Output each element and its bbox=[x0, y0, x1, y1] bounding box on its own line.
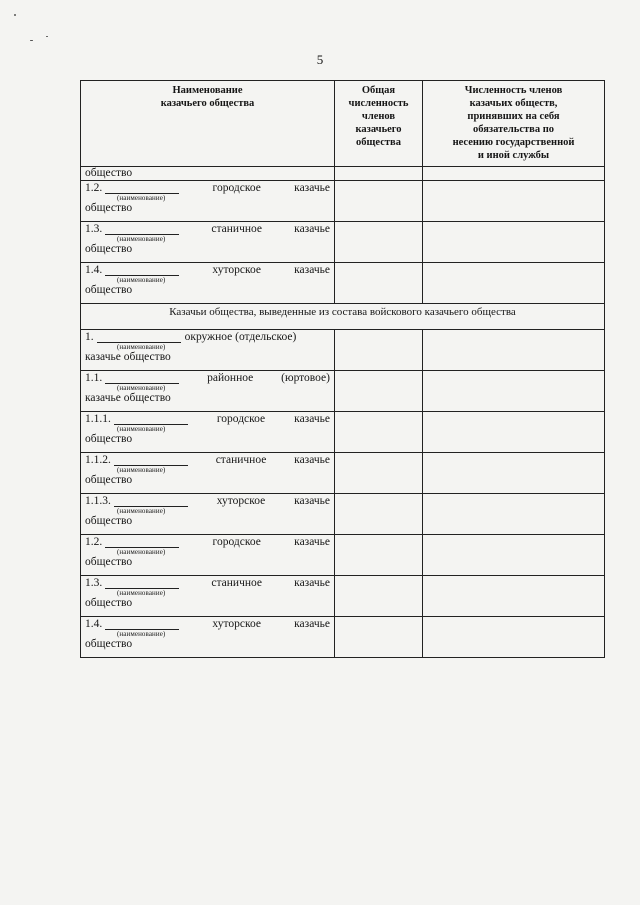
name-hint: (наименование) bbox=[117, 384, 166, 392]
society-name-line bbox=[85, 223, 330, 236]
society-kind: станичное bbox=[211, 576, 263, 589]
number-with-blank bbox=[85, 264, 179, 277]
society-name-cell bbox=[81, 329, 335, 370]
society-row bbox=[81, 221, 605, 262]
header-total-line: общества bbox=[356, 137, 401, 148]
section-header-row bbox=[81, 303, 605, 329]
society-name-cell bbox=[81, 262, 335, 303]
total-members-cell[interactable] bbox=[335, 452, 423, 493]
header-total-line: Общая bbox=[361, 85, 396, 96]
total-members-cell[interactable] bbox=[335, 221, 423, 262]
name-blank-field[interactable] bbox=[114, 455, 188, 466]
name-hint: (наименование) bbox=[117, 507, 166, 515]
society-row bbox=[81, 411, 605, 452]
society-kind: хуторское bbox=[212, 263, 261, 276]
society-name-line bbox=[85, 413, 330, 426]
header-society-name bbox=[81, 81, 335, 167]
society-kind: станичное bbox=[215, 453, 267, 466]
header-total-members bbox=[335, 81, 423, 167]
society-word2: казачье bbox=[294, 576, 330, 589]
scan-speck bbox=[14, 14, 16, 16]
society-row bbox=[81, 262, 605, 303]
society-kind: станичное bbox=[211, 222, 263, 235]
service-members-cell[interactable] bbox=[423, 180, 605, 221]
header-duty-line: несению государственной bbox=[452, 137, 575, 148]
item-number: 1.1.2. bbox=[85, 453, 111, 466]
name-blank-field[interactable] bbox=[105, 265, 179, 276]
service-members-cell[interactable] bbox=[423, 329, 605, 370]
society-name-cell bbox=[81, 575, 335, 616]
number-with-blank bbox=[85, 577, 179, 590]
society-name-cell bbox=[81, 534, 335, 575]
society-tail: общество bbox=[85, 433, 133, 445]
header-name-line: казачьего общества bbox=[160, 98, 255, 109]
header-duty-line: обязательства по bbox=[472, 124, 555, 135]
name-blank-field[interactable] bbox=[114, 496, 188, 507]
society-word2: казачье bbox=[294, 617, 330, 630]
item-number: 1.1.3. bbox=[85, 494, 111, 507]
name-blank-field[interactable] bbox=[97, 332, 181, 343]
society-kind: окружное (отдельское) bbox=[184, 330, 297, 343]
name-hint: (наименование) bbox=[117, 194, 166, 202]
cossack-societies-table bbox=[80, 80, 605, 658]
name-hint: (наименование) bbox=[117, 343, 166, 351]
society-row bbox=[81, 370, 605, 411]
number-with-blank bbox=[85, 495, 188, 508]
society-tail: общество bbox=[85, 556, 133, 568]
society-kind: городское bbox=[212, 535, 261, 548]
total-members-cell[interactable] bbox=[335, 180, 423, 221]
total-members-cell[interactable] bbox=[335, 370, 423, 411]
item-number: 1.4. bbox=[85, 263, 103, 276]
number-with-blank bbox=[85, 372, 179, 385]
table-header-row bbox=[81, 81, 605, 167]
name-blank-field[interactable] bbox=[105, 537, 179, 548]
continued-row-name: общество bbox=[81, 167, 335, 181]
number-with-blank bbox=[85, 618, 179, 631]
name-blank-field[interactable] bbox=[105, 578, 179, 589]
service-members-cell[interactable] bbox=[423, 167, 605, 181]
society-row bbox=[81, 180, 605, 221]
service-members-cell[interactable] bbox=[423, 262, 605, 303]
service-members-cell[interactable] bbox=[423, 534, 605, 575]
society-name-cell bbox=[81, 370, 335, 411]
name-hint: (наименование) bbox=[117, 466, 166, 474]
name-blank-field[interactable] bbox=[105, 224, 179, 235]
society-name-line bbox=[85, 495, 330, 508]
name-blank-field[interactable] bbox=[105, 183, 179, 194]
total-members-cell[interactable] bbox=[335, 262, 423, 303]
scan-speck bbox=[46, 36, 48, 37]
society-row bbox=[81, 452, 605, 493]
society-kind: хуторское bbox=[216, 494, 266, 507]
society-kind: районное bbox=[207, 371, 254, 384]
society-kind: городское bbox=[216, 412, 266, 425]
item-number: 1.2. bbox=[85, 535, 103, 548]
number-with-blank bbox=[85, 454, 188, 467]
total-members-cell[interactable] bbox=[335, 493, 423, 534]
item-number: 1.1.1. bbox=[85, 412, 111, 425]
name-hint: (наименование) bbox=[117, 235, 166, 243]
service-members-cell[interactable] bbox=[423, 221, 605, 262]
society-word2: (юртовое) bbox=[281, 371, 330, 384]
name-hint: (наименование) bbox=[117, 548, 166, 556]
service-members-cell[interactable] bbox=[423, 452, 605, 493]
society-name-cell bbox=[81, 411, 335, 452]
header-duty-line: Численность членов bbox=[464, 85, 563, 96]
header-total-line: членов bbox=[361, 111, 396, 122]
society-tail: казачье общество bbox=[85, 392, 171, 404]
name-hint: (наименование) bbox=[117, 630, 166, 638]
society-name-cell bbox=[81, 221, 335, 262]
society-tail: общество bbox=[85, 515, 133, 527]
society-row bbox=[81, 493, 605, 534]
header-service-members bbox=[423, 81, 605, 167]
item-number: 1.3. bbox=[85, 222, 103, 235]
society-tail: общество bbox=[85, 474, 133, 486]
society-row bbox=[81, 329, 605, 370]
society-row bbox=[81, 534, 605, 575]
total-members-cell[interactable] bbox=[335, 329, 423, 370]
service-members-cell[interactable] bbox=[423, 575, 605, 616]
item-number: 1.2. bbox=[85, 181, 103, 194]
society-name-line bbox=[85, 372, 330, 385]
service-members-cell[interactable] bbox=[423, 370, 605, 411]
society-tail: общество bbox=[85, 284, 133, 296]
continued-row bbox=[81, 167, 605, 181]
total-members-cell[interactable] bbox=[335, 167, 423, 181]
name-hint: (наименование) bbox=[117, 589, 166, 597]
society-name-line bbox=[85, 577, 330, 590]
header-duty-line: и иной службы bbox=[477, 150, 550, 161]
society-name-cell bbox=[81, 452, 335, 493]
number-with-blank bbox=[85, 223, 179, 236]
society-tail: общество bbox=[85, 597, 133, 609]
total-members-cell[interactable] bbox=[335, 616, 423, 657]
total-members-cell[interactable] bbox=[335, 534, 423, 575]
society-tail: общество bbox=[85, 202, 133, 214]
service-members-cell[interactable] bbox=[423, 616, 605, 657]
society-name-line bbox=[85, 182, 330, 195]
society-name-cell bbox=[81, 616, 335, 657]
name-hint: (наименование) bbox=[117, 425, 166, 433]
header-duty-line: казачьих обществ, bbox=[469, 98, 558, 109]
society-name-cell bbox=[81, 493, 335, 534]
society-word2: казачье bbox=[294, 535, 330, 548]
service-members-cell[interactable] bbox=[423, 493, 605, 534]
scan-speck bbox=[30, 40, 33, 41]
society-word2: казачье bbox=[294, 263, 330, 276]
service-members-cell[interactable] bbox=[423, 411, 605, 452]
society-name-line bbox=[85, 454, 330, 467]
number-with-blank bbox=[85, 413, 188, 426]
name-blank-field[interactable] bbox=[114, 414, 188, 425]
name-blank-field[interactable] bbox=[105, 619, 179, 630]
item-number: 1. bbox=[85, 330, 94, 343]
page-number: 5 bbox=[316, 52, 324, 67]
society-tail: общество bbox=[85, 243, 133, 255]
society-name-cell bbox=[81, 180, 335, 221]
society-row bbox=[81, 616, 605, 657]
society-name-line bbox=[85, 618, 330, 631]
name-hint: (наименование) bbox=[117, 276, 166, 284]
society-name-line bbox=[85, 536, 330, 549]
society-word2: казачье bbox=[294, 494, 330, 507]
header-total-line: численность bbox=[348, 98, 409, 109]
header-total-line: казачьего bbox=[355, 124, 402, 135]
section-title: Казачьи общества, выведенные из состава войскового казачьего общества bbox=[81, 303, 605, 329]
society-kind: хуторское bbox=[212, 617, 261, 630]
item-number: 1.1. bbox=[85, 371, 103, 384]
society-tail: общество bbox=[85, 638, 133, 650]
item-number: 1.4. bbox=[85, 617, 103, 630]
total-members-cell[interactable] bbox=[335, 411, 423, 452]
item-number: 1.3. bbox=[85, 576, 103, 589]
number-with-blank bbox=[85, 536, 179, 549]
society-name-line bbox=[85, 264, 330, 277]
society-word2: казачье bbox=[294, 412, 330, 425]
number-with-blank bbox=[85, 182, 179, 195]
society-name-line bbox=[85, 331, 330, 344]
society-kind: городское bbox=[212, 181, 261, 194]
society-row bbox=[81, 575, 605, 616]
total-members-cell[interactable] bbox=[335, 575, 423, 616]
society-tail: казачье общество bbox=[85, 351, 171, 363]
header-name-line: Наименование bbox=[172, 85, 243, 96]
society-word2: казачье bbox=[294, 181, 330, 194]
society-word2: казачье bbox=[294, 222, 330, 235]
header-duty-line: принявших на себя bbox=[467, 111, 560, 122]
name-blank-field[interactable] bbox=[105, 373, 179, 384]
society-word2: казачье bbox=[294, 453, 330, 466]
